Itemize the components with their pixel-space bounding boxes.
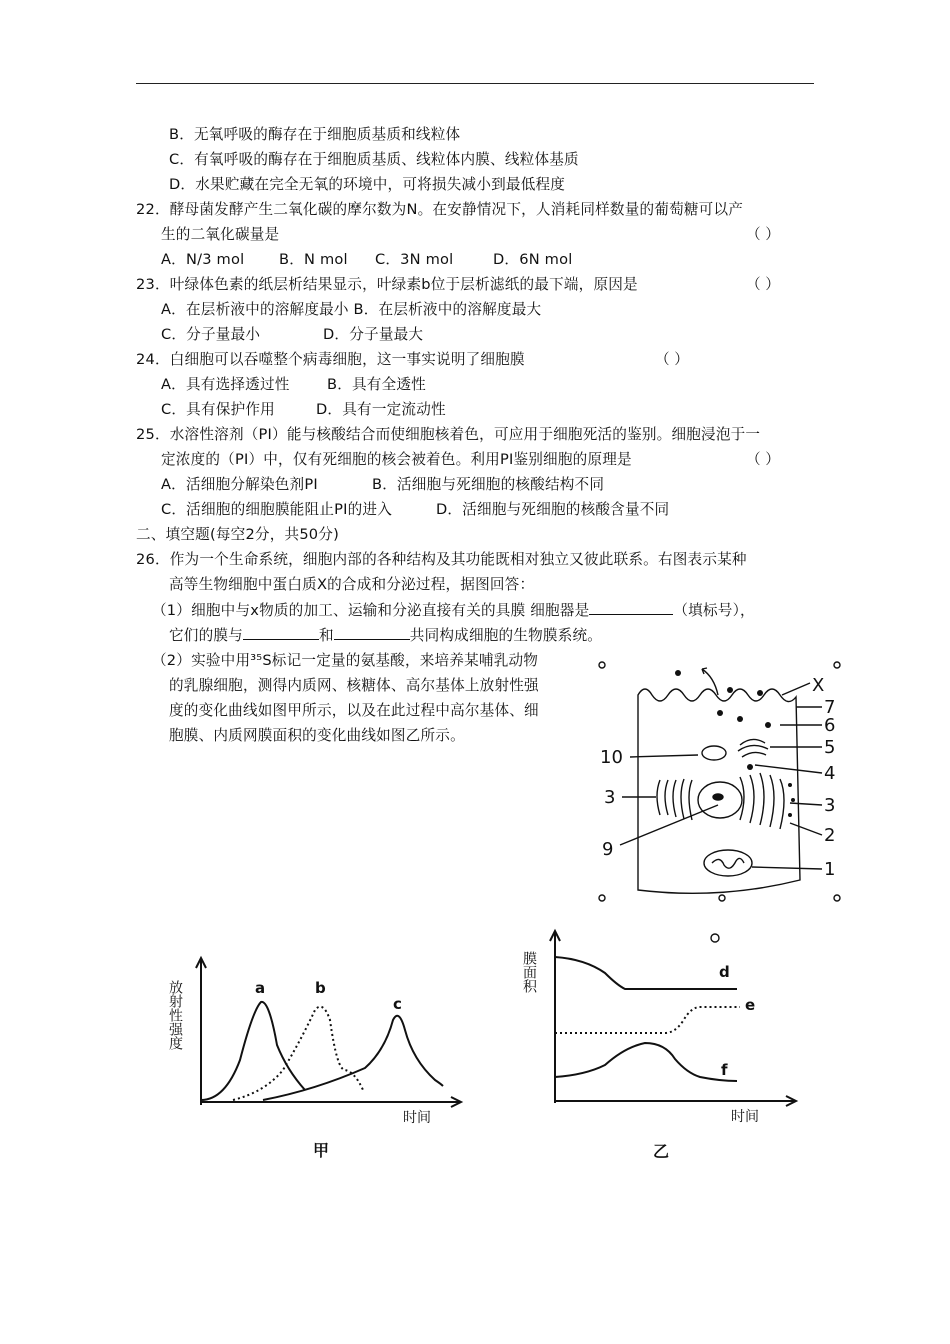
q26-sub1-tail: （填标号）， <box>673 602 755 619</box>
jia-y-label: 放射性强度 <box>167 980 183 1050</box>
label-6: 6 <box>824 715 836 736</box>
q24-option-d: D．具有一定流动性 <box>316 401 446 418</box>
q22-option-b: B．N mol <box>279 251 348 268</box>
q25-option-c: C．活细胞的细胞膜能阻止PI的进入 <box>161 501 393 518</box>
header-rule <box>136 83 814 84</box>
q26-blank-2[interactable] <box>243 625 319 640</box>
q26-sub2-line1: （2）实验中用³⁵S标记一定量的氨基酸，来培养某哺乳动物 <box>152 652 539 669</box>
label-10: 10 <box>600 747 623 768</box>
label-3-left: 3 <box>604 787 616 808</box>
jia-series-c <box>263 1016 443 1100</box>
label-7: 7 <box>824 697 836 718</box>
yi-series-e <box>555 1007 740 1033</box>
yi-x-label: 时间 <box>731 1109 759 1125</box>
chart-yi <box>521 925 825 1165</box>
q24-option-a: A．具有选择透过性 <box>161 376 290 393</box>
jia-title: 甲 <box>313 1141 330 1160</box>
q26-sub2-line3: 度的变化曲线如图甲所示，以及在此过程中高尔基体、细 <box>169 702 539 719</box>
q23-options-ab: A．在层析液中的溶解度最小 B．在层析液中的溶解度最大 <box>161 301 542 318</box>
section-2-heading: 二、填空题(每空2分，共50分) <box>136 526 339 543</box>
q25-option-d: D．活细胞与死细胞的核酸含量不同 <box>436 501 670 518</box>
q26-sub1-pre: 它们的膜与 <box>169 627 243 644</box>
yi-handle <box>711 934 719 942</box>
q26-sub2-line2: 的乳腺细胞，测得内质网、核糖体、高尔基体上放射性强 <box>169 677 539 694</box>
q26-sub1-mid: 和 <box>318 627 334 644</box>
yi-title: 乙 <box>653 1142 670 1161</box>
yi-label-d: d <box>719 963 730 981</box>
label-3-right: 3 <box>824 795 836 816</box>
q25-answer-paren: （ ） <box>746 451 780 468</box>
q22-option-a: A．N/3 mol <box>161 251 245 268</box>
yi-label-f: f <box>721 1061 728 1079</box>
q24-stem: 24．白细胞可以吞噬整个病毒细胞，这一事实说明了细胞膜 <box>136 351 525 368</box>
q26-stem-line1: 26．作为一个生命系统，细胞内部的各种结构及其功能既相对独立又彼此联系。右图表示某种 <box>136 551 747 568</box>
q21-option-b: B．无氧呼吸的酶存在于细胞质基质和线粒体 <box>169 126 461 143</box>
label-9: 9 <box>602 839 614 860</box>
q23-option-d: D．分子量最大 <box>323 326 424 343</box>
q22-stem-line2: 生的二氧化碳量是 <box>161 226 280 243</box>
q26-sub1-text: （1）细胞中与x物质的加工、运输和分泌直接有关的具膜 细胞器是 <box>152 602 590 619</box>
label-2: 2 <box>824 825 836 846</box>
q22-option-c: C．3N mol <box>375 251 454 268</box>
yi-y-label: 膜面积 <box>521 951 537 993</box>
label-4: 4 <box>824 763 836 784</box>
jia-label-c: c <box>393 995 402 1013</box>
chart-jia <box>165 950 475 1165</box>
q24-option-c: C．具有保护作用 <box>161 401 275 418</box>
yi-label-e: e <box>745 996 756 1014</box>
jia-label-a: a <box>255 979 266 997</box>
q25-option-b: B．活细胞与死细胞的核酸结构不同 <box>372 476 605 493</box>
q24-answer-paren: （ ） <box>655 351 689 368</box>
q22-option-d: D．6N mol <box>493 251 573 268</box>
jia-label-b: b <box>315 979 326 997</box>
q23-option-c: C．分子量最小 <box>161 326 261 343</box>
q26-blank-1[interactable] <box>589 600 673 615</box>
q26-blank-3[interactable] <box>334 625 410 640</box>
cell-secretion-diagram <box>590 655 855 905</box>
q24-option-b: B．具有全透性 <box>327 376 426 393</box>
q22-answer-paren: （ ） <box>746 226 780 243</box>
label-1: 1 <box>824 859 836 880</box>
q21-option-d: D．水果贮藏在完全无氧的环境中，可将损失减小到最低程度 <box>169 176 566 193</box>
q21-option-c: C．有氧呼吸的酶存在于细胞质基质、线粒体内膜、线粒体基质 <box>169 151 579 168</box>
q22-stem-line1: 22．酵母菌发酵产生二氧化碳的摩尔数为N。在安静情况下，人消耗同样数量的葡萄糖可以产 <box>136 201 744 218</box>
q25-option-a: A．活细胞分解染色剂PI <box>161 476 318 493</box>
q23-stem: 23．叶绿体色素的纸层析结果显示，叶绿素b位于层析滤纸的最下端，原因是 <box>136 276 638 293</box>
q25-stem-line2: 定浓度的（PI）中，仅有死细胞的核会被着色。利用PI鉴别细胞的原理是 <box>161 451 632 468</box>
yi-series-f <box>555 1043 737 1081</box>
q26-sub1-line1 <box>152 600 755 621</box>
q26-stem-line2: 高等生物细胞中蛋白质X的合成和分泌过程，据图回答： <box>169 576 535 593</box>
jia-series-a <box>201 1002 305 1100</box>
jia-x-label: 时间 <box>403 1110 431 1126</box>
q26-sub1-line2 <box>169 625 602 646</box>
label-X: X <box>812 675 825 696</box>
label-5: 5 <box>824 737 836 758</box>
q23-answer-paren: （ ） <box>746 276 780 293</box>
cell-membrane <box>638 689 800 893</box>
q25-stem-line1: 25．水溶性溶剂（PI）能与核酸结合而使细胞核着色，可应用于细胞死活的鉴别。细胞浸泡于一 <box>136 426 761 443</box>
q26-sub1-tail2: 共同构成细胞的生物膜系统。 <box>409 627 603 644</box>
q26-sub2-line4: 胞膜、内质网膜面积的变化曲线如图乙所示。 <box>169 727 465 744</box>
yi-series-d <box>555 957 737 989</box>
